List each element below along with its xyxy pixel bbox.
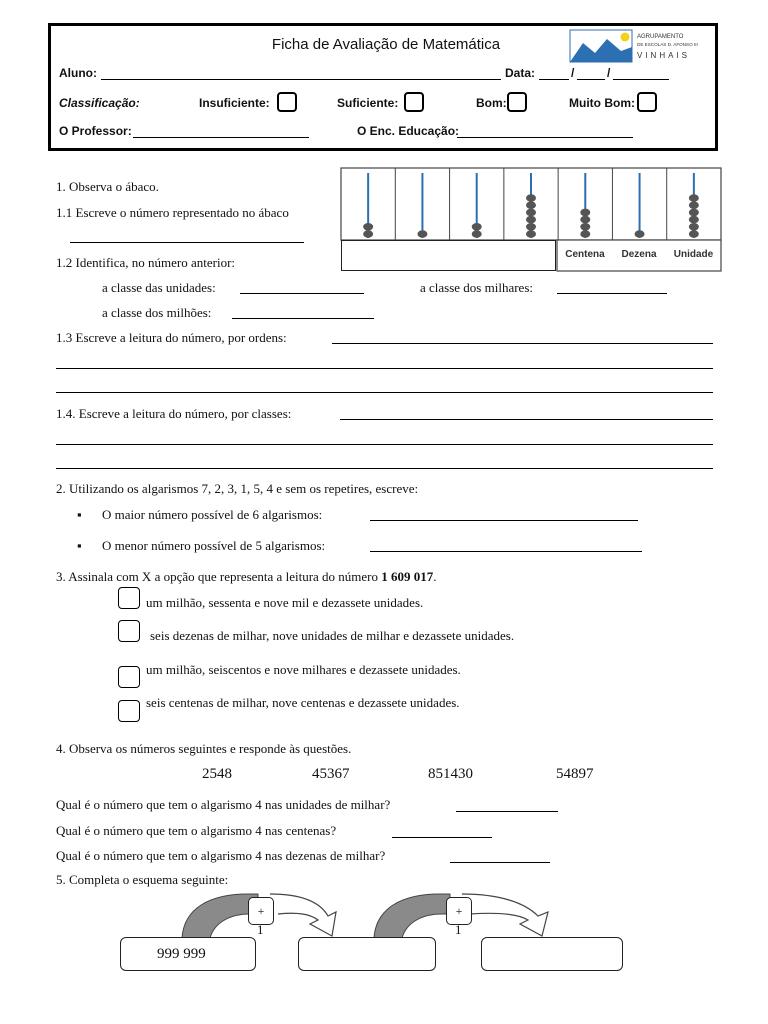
q4-title: 4. Observa os números seguintes e responde às questões.	[56, 741, 352, 756]
q5-answer-box-1[interactable]	[298, 937, 436, 971]
abacus-bead	[526, 223, 536, 231]
q3-option-1-checkbox[interactable]	[118, 587, 140, 609]
q4-number: 2548	[202, 766, 232, 782]
abacus-bead	[526, 230, 536, 238]
q5-start-box	[120, 937, 256, 971]
date-year-input[interactable]	[613, 79, 669, 80]
q1-3-line[interactable]	[56, 392, 713, 393]
abacus-answer-box[interactable]	[341, 240, 556, 271]
abacus-bead	[526, 209, 536, 217]
abacus-bead	[689, 209, 699, 217]
plus-sign: +	[455, 904, 463, 918]
arc-arrow-shape	[462, 894, 548, 936]
grade-muito-bom-checkbox[interactable]	[637, 92, 657, 112]
q1-3-line[interactable]	[56, 368, 713, 369]
abacus-bead	[363, 223, 373, 231]
date-slash: /	[571, 66, 575, 80]
q1-2-unidades-label: a classe das unidades:	[102, 280, 216, 295]
q1-2-milhares-line[interactable]	[557, 293, 667, 294]
abacus-bead	[526, 216, 536, 224]
abacus-bead	[580, 209, 590, 217]
q1-title: 1. Observa o ábaco.	[56, 179, 159, 194]
abacus-bead	[417, 230, 427, 238]
grade-suficiente-label: Suficiente:	[337, 96, 399, 110]
abacus-bead	[363, 230, 373, 238]
date-month-input[interactable]	[577, 79, 605, 80]
abacus-bead	[689, 201, 699, 209]
arc-arrow-shape	[270, 894, 336, 936]
school-logo	[569, 29, 717, 63]
q1-2-milhoes-label: a classe dos milhões:	[102, 305, 212, 320]
q1-2-milhoes-line[interactable]	[232, 318, 374, 319]
arc-arrow-shape	[374, 894, 450, 938]
abacus-bead	[580, 230, 590, 238]
plus-one-digit: 1	[257, 922, 264, 937]
grade-bom-checkbox[interactable]	[507, 92, 527, 112]
q3-period: .	[433, 569, 437, 584]
abacus-bead	[526, 194, 536, 202]
abacus-bead	[472, 230, 482, 238]
q4-answer-line-2[interactable]	[392, 837, 492, 838]
q1-1-answer-line[interactable]	[70, 242, 304, 243]
q2-title: 2. Utilizando os algarismos 7, 2, 3, 1, 5, 4 e sem os repetires, escreve:	[56, 481, 419, 496]
classificacao-label: Classificação:	[59, 96, 140, 110]
q3-option-2-checkbox[interactable]	[118, 620, 140, 642]
label-centena: Centena	[565, 249, 605, 260]
q1-2-text: 1.2 Identifica, no número anterior:	[56, 255, 236, 270]
abacus-bead	[472, 223, 482, 231]
data-label: Data:	[505, 66, 536, 80]
label-unidade: Unidade	[673, 249, 714, 260]
q1-2-unidades-line[interactable]	[240, 293, 364, 294]
q3-option-3-checkbox[interactable]	[118, 666, 140, 688]
professor-signature-input[interactable]	[133, 137, 309, 138]
plus-one-box	[446, 897, 472, 925]
abacus-bead	[689, 223, 699, 231]
logo-line2: DE ESCOLAS D. AFONSO III	[637, 42, 698, 47]
arc-arrow-shape	[182, 894, 258, 938]
date-day-input[interactable]	[539, 79, 569, 80]
abacus-bead	[689, 230, 699, 238]
bullet: ▪	[77, 507, 82, 522]
logo-line1: AGRUPAMENTO	[637, 34, 684, 40]
abacus-bead	[580, 223, 590, 231]
q3-number: 1 609 017	[381, 569, 434, 584]
q1-4-text: 1.4. Escreve a leitura do número, por classes:	[56, 406, 292, 421]
q3-option-1-text: um milhão, sessenta e nove mil e dezassete unidades.	[146, 595, 424, 610]
header-box	[48, 23, 718, 151]
aluno-label: Aluno:	[59, 66, 97, 80]
date-slash: /	[607, 66, 611, 80]
q1-4-line[interactable]	[56, 444, 713, 445]
q4-question-1: Qual é o número que tem o algarismo 4 nas unidades de milhar?	[56, 797, 391, 812]
abacus-bead	[635, 230, 645, 238]
q3-option-2-text: seis dezenas de milhar, nove unidades de milhar e dezassete unidades.	[150, 628, 515, 643]
q3-option-4-text: seis centenas de milhar, nove centenas e dezassete unidades.	[146, 695, 460, 710]
grade-suficiente-checkbox[interactable]	[404, 92, 424, 112]
plus-one-digit: 1	[455, 922, 462, 937]
page-title: Ficha de Avaliação de Matemática	[271, 36, 501, 53]
label-dezena: Dezena	[621, 249, 657, 260]
q1-4-line[interactable]	[340, 419, 713, 420]
abacus-bead	[689, 216, 699, 224]
aluno-input[interactable]	[101, 79, 501, 80]
grade-bom-label: Bom:	[476, 96, 507, 110]
q4-question-2: Qual é o número que tem o algarismo 4 nas centenas?	[56, 823, 337, 838]
logo-line3: VINHAIS	[637, 51, 691, 60]
abacus	[340, 167, 722, 274]
q1-4-line[interactable]	[56, 468, 713, 469]
q5-answer-box-2[interactable]	[481, 937, 623, 971]
q1-3-line[interactable]	[332, 343, 713, 344]
plus-one-box	[248, 897, 274, 925]
q5-start-value: 999 999	[157, 946, 206, 962]
q2-b2-text: O menor número possível de 5 algarismos:	[102, 538, 326, 553]
q3-option-3-text: um milhão, seiscentos e nove milhares e dezassete unidades.	[146, 662, 461, 677]
logo-mountain-icon	[569, 29, 717, 63]
q3-title-text: 3. Assinala com X a opção que representa a leitura do número	[56, 569, 378, 584]
q4-answer-line-3[interactable]	[450, 862, 550, 863]
q3-title	[56, 569, 437, 585]
q2-b1-text: O maior número possível de 6 algarismos:	[102, 507, 323, 522]
q5-title: 5. Completa o esquema seguinte:	[56, 872, 229, 887]
q1-1-text: 1.1 Escreve o número representado no ábaco	[56, 205, 289, 220]
grade-muito-bom-label: Muito Bom:	[569, 96, 635, 110]
q4-answer-line-1[interactable]	[456, 811, 558, 812]
q4-number: 45367	[312, 766, 350, 782]
abacus-bead	[526, 201, 536, 209]
q2-b2-line[interactable]	[370, 551, 642, 552]
q2-b1-line[interactable]	[370, 520, 638, 521]
abacus-bead	[580, 216, 590, 224]
plus-sign: +	[257, 904, 265, 918]
enc-educacao-label: O Enc. Educação:	[357, 124, 460, 138]
grade-insuficiente-checkbox[interactable]	[277, 92, 297, 112]
abacus-bead	[689, 194, 699, 202]
q3-option-4-checkbox[interactable]	[118, 700, 140, 722]
enc-educacao-signature-input[interactable]	[457, 137, 633, 138]
q4-number: 54897	[556, 766, 594, 782]
professor-label: O Professor:	[59, 124, 132, 138]
q1-2-milhares-label: a classe dos milhares:	[420, 280, 533, 295]
bullet: ▪	[77, 538, 82, 553]
grade-insuficiente-label: Insuficiente:	[199, 96, 270, 110]
q4-question-3: Qual é o número que tem o algarismo 4 nas dezenas de milhar?	[56, 848, 386, 863]
q4-number: 851430	[428, 766, 473, 782]
q1-3-text: 1.3 Escreve a leitura do número, por ordens:	[56, 330, 287, 345]
